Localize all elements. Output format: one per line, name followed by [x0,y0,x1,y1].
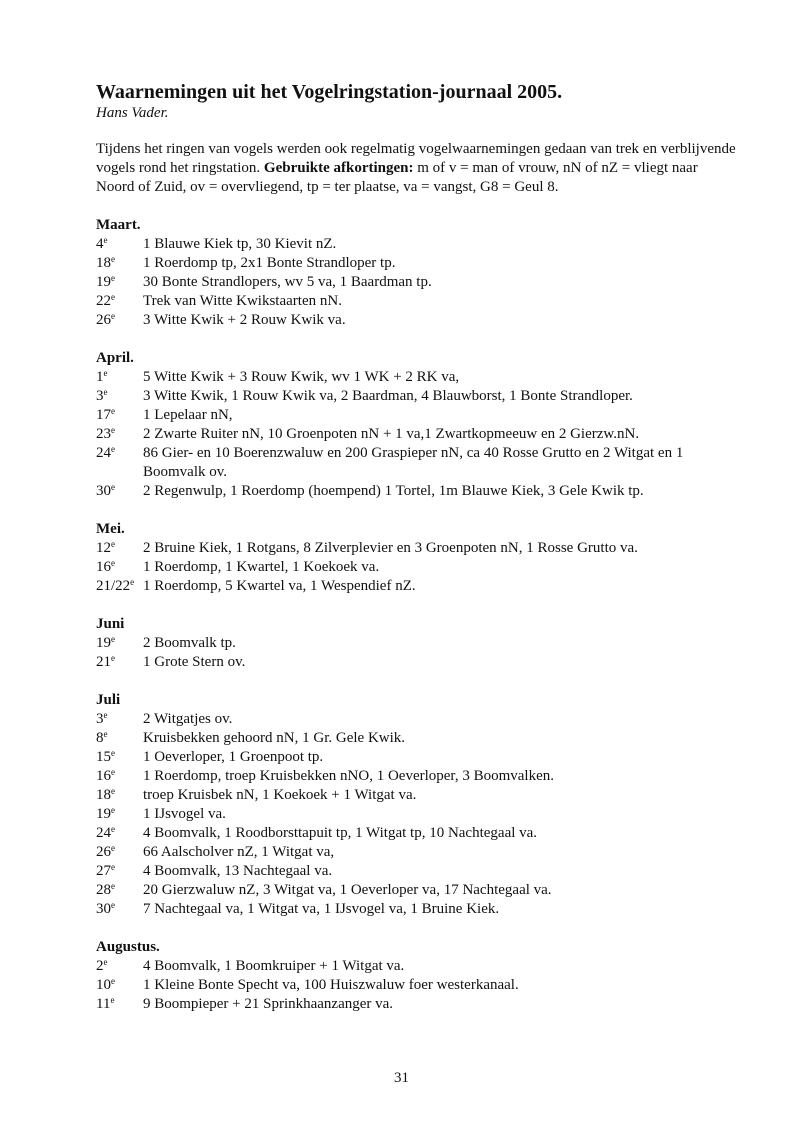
month-heading: April. [96,350,134,366]
entry-date [96,824,143,843]
entry-day-suffix: e [103,387,108,397]
intro-paragraph [96,140,736,197]
entry-text: 1 Grote Stern ov. [143,654,246,670]
entry-date [96,577,143,596]
entry-day-suffix: e [111,406,115,416]
entry-day-suffix: e [111,292,115,302]
intro-text-before: Tijdens het ringen van vogels werden ook regelmatig vogelwaarnemingen gedaan van trek en verblijvende vogels rond het ringstation. [96,141,736,176]
entry-day-number: 26 [96,312,111,328]
entry-day-number: 24 [96,825,111,841]
entry-day-number: 24 [96,445,111,461]
entry-day-number: 4 [96,236,104,252]
entry-day-suffix: e [111,311,115,321]
month-heading: Juni [96,616,125,632]
entry-text: 4 Boomvalk, 1 Roodborsttapuit tp, 1 Witgat tp, 10 Nachtegaal va. [143,825,538,841]
entry-date [96,254,143,273]
document-page [96,80,736,1033]
entry-day-number: 23 [96,426,111,442]
author-name: Hans Vader. [96,105,169,121]
observation-entry [96,824,736,843]
entry-day-number: 18 [96,787,111,803]
entry-text: 2 Zwarte Ruiter nN, 10 Groenpoten nN + 1 va,1 Zwartkopmeeuw en 2 Gierzw.nN. [143,426,640,442]
entry-day-suffix: e [103,235,108,245]
entry-date [96,444,143,482]
entry-day-suffix: e [103,368,108,378]
entry-day-suffix: e [103,957,108,967]
entry-day-number: 17 [96,407,111,423]
entry-day-number: 19 [96,806,111,822]
observation-entry [96,862,736,881]
month-heading: Mei. [96,521,125,537]
month-section [96,615,736,672]
entry-text: 9 Boompieper + 21 Sprinkhaanzanger va. [143,996,394,1012]
entry-text: 7 Nachtegaal va, 1 Witgat va, 1 IJsvogel va, 1 Bruine Kiek. [143,901,500,917]
observation-entry [96,881,736,900]
entry-day-suffix: e [111,558,115,568]
entry-date [96,900,143,919]
entry-text: 30 Bonte Strandlopers, wv 5 va, 1 Baardman tp. [143,274,432,290]
month-heading: Juli [96,692,121,708]
entry-date [96,387,143,406]
entry-text: 1 Oeverloper, 1 Groenpoot tp. [143,749,324,765]
entry-day-number: 11 [96,996,111,1012]
entry-date [96,539,143,558]
observation-entry [96,976,736,995]
entry-day-suffix: e [111,539,115,549]
observation-entry [96,748,736,767]
entry-text: 1 Lepelaar nN, [143,407,233,423]
observation-entry [96,653,736,672]
observation-entry [96,254,736,273]
entry-text: 3 Witte Kwik, 1 Rouw Kwik va, 2 Baardman, 4 Blauwborst, 1 Bonte Strandloper. [143,388,633,404]
entry-day-number: 21/22 [96,578,131,594]
entry-day-suffix: e [110,995,115,1005]
entry-day-suffix: e [111,254,115,264]
observation-entry [96,767,736,786]
observation-entry [96,957,736,976]
observation-entry [96,273,736,292]
entry-text: Kruisbekken gehoord nN, 1 Gr. Gele Kwik. [143,730,406,746]
observation-entry [96,729,736,748]
entry-date [96,482,143,501]
entry-day-number: 8 [96,730,104,746]
entry-date [96,710,143,729]
entry-date [96,805,143,824]
entry-date [96,634,143,653]
month-section [96,938,736,1014]
entry-day-number: 18 [96,255,111,271]
entry-day-suffix: e [111,862,115,872]
month-section [96,691,736,919]
entry-day-number: 3 [96,388,104,404]
observation-entry [96,577,736,596]
month-section [96,520,736,596]
entry-day-number: 30 [96,901,111,917]
entry-text: 2 Regenwulp, 1 Roerdomp (hoempend) 1 Tortel, 1m Blauwe Kiek, 3 Gele Kwik tp. [143,483,644,499]
entry-day-number: 1 [96,369,104,385]
entry-date [96,957,143,976]
entry-text: 1 Roerdomp, 5 Kwartel va, 1 Wespendief nZ. [143,578,416,594]
entry-text: 1 Roerdomp, troep Kruisbekken nNO, 1 Oeverloper, 3 Boomvalken. [143,768,554,784]
entry-day-number: 30 [96,483,111,499]
entry-date [96,767,143,786]
observation-entry [96,805,736,824]
entry-day-suffix: e [111,976,115,986]
entry-text: 86 Gier- en 10 Boerenzwaluw en 200 Graspieper nN, ca 40 Rosse Grutto en 2 Witgat en 1 Boomvalk ov. [143,445,684,480]
entry-text: 20 Gierzwaluw nZ, 3 Witgat va, 1 Oeverloper va, 17 Nachtegaal va. [143,882,552,898]
entry-text: 1 Roerdomp, 1 Kwartel, 1 Koekoek va. [143,559,380,575]
month-section [96,216,736,330]
entry-day-number: 27 [96,863,111,879]
observation-entry [96,900,736,919]
observation-entry [96,387,736,406]
entry-date [96,558,143,577]
entry-day-number: 19 [96,635,111,651]
entry-day-suffix: e [111,767,115,777]
observation-entry [96,710,736,729]
entry-text: 1 IJsvogel va. [143,806,226,822]
entry-day-number: 28 [96,882,111,898]
entry-day-suffix: e [111,425,115,435]
observation-entry [96,406,736,425]
entry-day-number: 12 [96,540,111,556]
entry-date [96,653,143,672]
entry-day-number: 21 [96,654,111,670]
entry-date [96,881,143,900]
entry-day-suffix: e [103,710,108,720]
entry-text: 1 Roerdomp tp, 2x1 Bonte Strandloper tp. [143,255,396,271]
entry-text: 66 Aalscholver nZ, 1 Witgat va, [143,844,335,860]
observation-entry [96,843,736,862]
entry-day-suffix: e [130,577,135,587]
entry-day-number: 3 [96,711,104,727]
intro-text-after: m of v = man of vrouw, nN of nZ = vliegt naar Noord of Zuid, ov = overvliegend, tp = ter plaatse, va = vangst, G8 = Geul 8. [96,160,698,195]
entry-day-number: 2 [96,958,104,974]
entry-date [96,235,143,254]
entry-text: 4 Boomvalk, 13 Nachtegaal va. [143,863,333,879]
month-heading: Augustus. [96,939,160,955]
observation-entry [96,311,736,330]
entry-date [96,368,143,387]
entry-day-suffix: e [111,482,115,492]
entry-day-number: 26 [96,844,111,860]
entry-date [96,862,143,881]
entry-day-number: 16 [96,559,111,575]
entry-date [96,406,143,425]
entry-date [96,292,143,311]
entry-day-suffix: e [111,634,115,644]
entry-date [96,729,143,748]
entry-date [96,976,143,995]
observation-entry [96,995,736,1014]
observation-entry [96,558,736,577]
entry-date [96,843,143,862]
observation-entry [96,292,736,311]
entry-day-suffix: e [111,881,115,891]
month-section [96,349,736,501]
observation-sections [96,216,736,1014]
entry-day-suffix: e [111,805,115,815]
entry-day-suffix: e [111,273,115,283]
observation-entry [96,634,736,653]
entry-date [96,273,143,292]
entry-day-number: 10 [96,977,111,993]
entry-text: Trek van Witte Kwikstaarten nN. [143,293,342,309]
entry-text: 5 Witte Kwik + 3 Rouw Kwik, wv 1 WK + 2 RK va, [143,369,460,385]
entry-text: 2 Witgatjes ov. [143,711,233,727]
observation-entry [96,235,736,254]
entry-day-suffix: e [111,748,115,758]
entry-day-suffix: e [111,824,115,834]
entry-date [96,786,143,805]
entry-date [96,425,143,444]
entry-day-suffix: e [103,729,108,739]
document-title: Waarnemingen uit het Vogelringstation-journaal 2005. [96,81,563,103]
entry-text: troep Kruisbek nN, 1 Koekoek + 1 Witgat va. [143,787,417,803]
entry-day-suffix: e [111,444,115,454]
observation-entry [96,425,736,444]
entry-date [96,995,143,1014]
observation-entry [96,368,736,387]
observation-entry [96,444,736,482]
entry-date [96,748,143,767]
abbreviations-heading: Gebruikte afkortingen: [263,160,414,176]
page-number: 31 [394,1070,409,1086]
entry-text: 4 Boomvalk, 1 Boomkruiper + 1 Witgat va. [143,958,405,974]
entry-day-suffix: e [111,900,115,910]
entry-day-number: 16 [96,768,111,784]
entry-day-number: 19 [96,274,111,290]
observation-entry [96,482,736,501]
entry-date [96,311,143,330]
entry-day-suffix: e [111,786,115,796]
entry-day-number: 22 [96,293,111,309]
entry-text: 3 Witte Kwik + 2 Rouw Kwik va. [143,312,346,328]
entry-text: 1 Blauwe Kiek tp, 30 Kievit nZ. [143,236,337,252]
observation-entry [96,539,736,558]
entry-day-number: 15 [96,749,111,765]
entry-text: 1 Kleine Bonte Specht va, 100 Huiszwaluw foer westerkanaal. [143,977,519,993]
entry-day-suffix: e [111,653,115,663]
entry-text: 2 Bruine Kiek, 1 Rotgans, 8 Zilverplevier en 3 Groenpoten nN, 1 Rosse Grutto va. [143,540,638,556]
entry-text: 2 Boomvalk tp. [143,635,236,651]
month-heading: Maart. [96,217,141,233]
entry-day-suffix: e [111,843,115,853]
observation-entry [96,786,736,805]
